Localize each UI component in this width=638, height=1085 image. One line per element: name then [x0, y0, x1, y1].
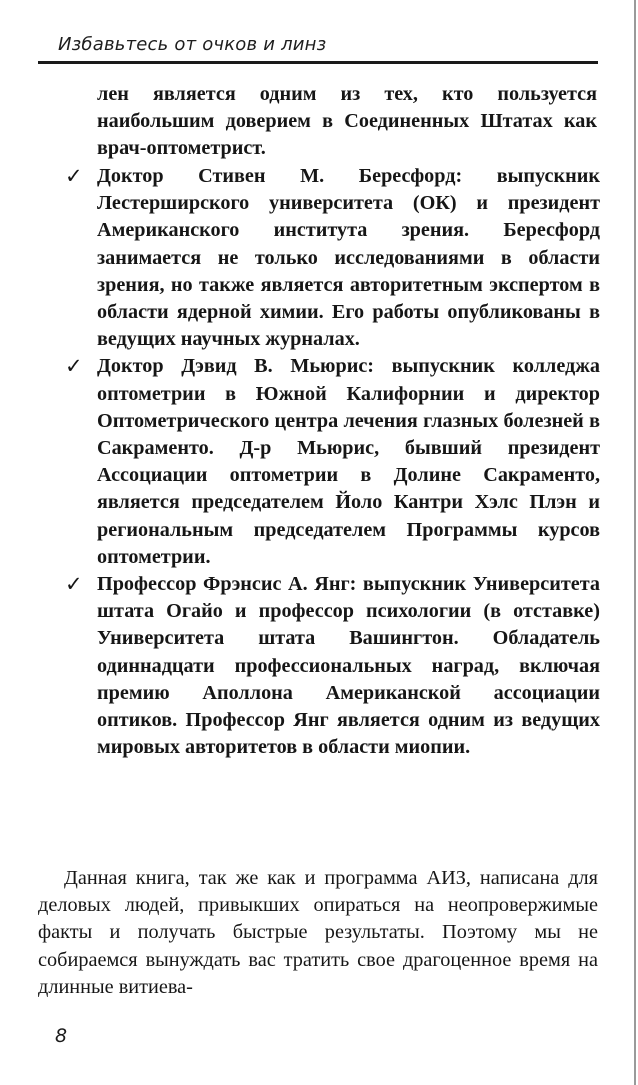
- closing-paragraph: Данная книга, так же как и программа АИЗ, написана для деловых людей, привыкших опираться на неопровержимые факты и получать быстрые результаты. Поэтому мы не собираемся вынуждать вас тратить свое драгоценное время на длинные витиева-: [38, 867, 598, 998]
- header-rule: [38, 61, 598, 64]
- list-item: [65, 353, 600, 571]
- list-continuation-text: лен является одним из тех, кто пользуется наибольшим доверием в Соединенных Штатах как врач-оптометрист.: [97, 83, 597, 160]
- list-item-text: Профессор Фрэнсис А. Янг: выпускник Университета штата Огайо и профессор психологии (в отставке) Университета штата Вашингтон. Обладатель одиннадцати профессиональных наград, включая премию Аполлона Американской ассоциации оптиков. Профессор Янг является одним из ведущих мировых авторитетов в области миопии.: [97, 573, 600, 759]
- running-header: Избавьтесь от очков и линз: [58, 34, 327, 55]
- checkmark-icon: ✓: [65, 164, 83, 188]
- list-item: [65, 571, 600, 761]
- page-number: 8: [55, 1025, 68, 1047]
- checkmark-icon: ✓: [65, 354, 83, 379]
- list-item-text: Доктор Стивен М. Бересфорд: выпускник Лестерширского университета (ОК) и президент Американского института зрения. Бересфорд занимается не только исследованиями в области зрения, но также является авторитетным экспертом в области ядерной химии. Его работы опубликованы в ведущих научных журналах.: [97, 165, 600, 351]
- credentials-list: [65, 163, 600, 761]
- list-item-text: Доктор Дэвид В. Мьюрис: выпускник колледжа оптометрии в Южной Калифорнии и директор Оптометрического центра лечения глазных болезней в Сакраменто. Д-р Мьюрис, бывший президент Ассоциации оптометрии в Долине Сакраменто, является председателем Йоло Кантри Хэлс Плэн и региональным председателем Программы курсов оптометрии.: [97, 355, 600, 568]
- scan-edge-line: [634, 0, 636, 1085]
- checkmark-icon: ✓: [65, 572, 83, 597]
- list-item: [65, 163, 600, 353]
